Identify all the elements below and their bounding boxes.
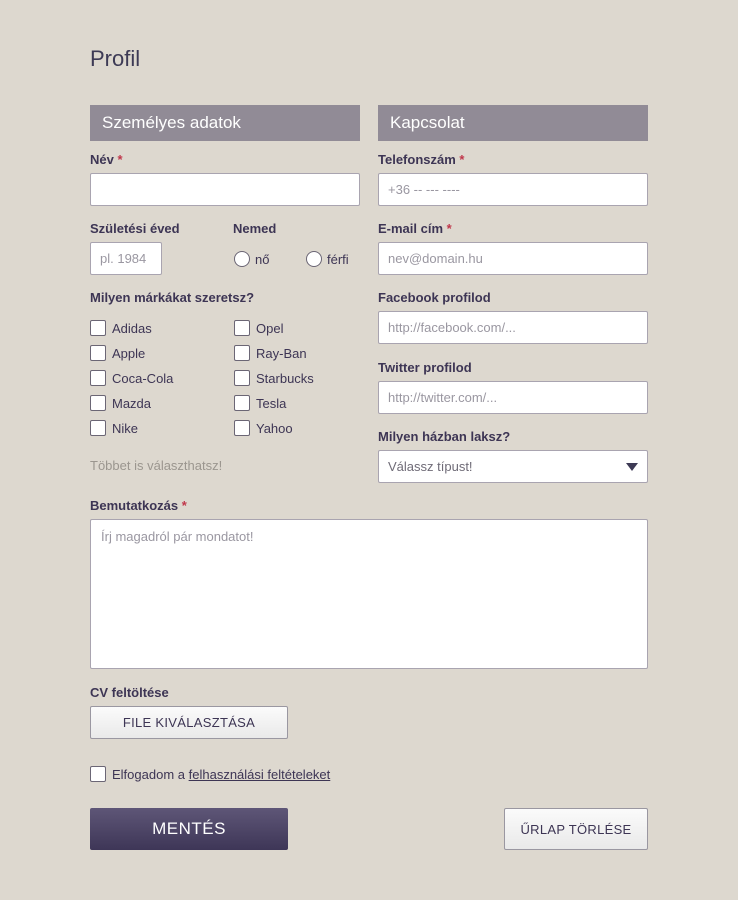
- checkbox[interactable]: [234, 395, 250, 411]
- reset-form-button[interactable]: ŰRLAP TÖRLÉSE: [504, 808, 648, 850]
- checkbox[interactable]: [90, 320, 106, 336]
- checkbox[interactable]: [90, 370, 106, 386]
- gender-option-female[interactable]: nő: [234, 251, 269, 267]
- house-type-select[interactable]: [378, 450, 648, 483]
- name-label: Név *: [90, 152, 123, 167]
- terms-checkbox-row[interactable]: Elfogadom a felhasználási feltételeket: [90, 766, 330, 782]
- facebook-input[interactable]: [378, 311, 648, 344]
- brand-mazda[interactable]: Mazda: [90, 395, 151, 411]
- brand-opel[interactable]: Opel: [234, 320, 283, 336]
- house-type-selected: Válassz típust!: [388, 459, 473, 474]
- checkbox[interactable]: [234, 345, 250, 361]
- brand-ray-ban[interactable]: Ray-Ban: [234, 345, 307, 361]
- brand-tesla[interactable]: Tesla: [234, 395, 286, 411]
- checkbox[interactable]: [234, 370, 250, 386]
- terms-link[interactable]: felhasználási feltételeket: [188, 766, 331, 782]
- checkbox[interactable]: [90, 345, 106, 361]
- checkbox[interactable]: [90, 395, 106, 411]
- brand-starbucks[interactable]: Starbucks: [234, 370, 314, 386]
- birth-year-label: Születési éved: [90, 221, 180, 236]
- checkbox[interactable]: [234, 420, 250, 436]
- checkbox[interactable]: [234, 320, 250, 336]
- brand-nike[interactable]: Nike: [90, 420, 138, 436]
- email-input[interactable]: [378, 242, 648, 275]
- intro-textarea[interactable]: [90, 519, 648, 669]
- section-contact-header: Kapcsolat: [378, 105, 648, 141]
- phone-input[interactable]: [378, 173, 648, 206]
- chevron-down-icon: [626, 463, 638, 471]
- terms-checkbox[interactable]: [90, 766, 106, 782]
- house-label: Milyen házban laksz?: [378, 429, 511, 444]
- brand-yahoo[interactable]: Yahoo: [234, 420, 293, 436]
- file-select-button[interactable]: FILE KIVÁLASZTÁSA: [90, 706, 288, 739]
- gender-option-male[interactable]: férfi: [306, 251, 349, 267]
- intro-label: Bemutatkozás *: [90, 498, 187, 513]
- gender-label: Nemed: [233, 221, 277, 236]
- page-title: Profil: [90, 46, 141, 71]
- cv-label: CV feltöltése: [90, 685, 169, 700]
- section-personal-header: Személyes adatok: [90, 105, 360, 141]
- brand-apple[interactable]: Apple: [90, 345, 145, 361]
- name-input[interactable]: [90, 173, 360, 206]
- twitter-input[interactable]: [378, 381, 648, 414]
- facebook-label: Facebook profilod: [378, 290, 491, 305]
- phone-label: Telefonszám *: [378, 152, 465, 167]
- radio-female[interactable]: [234, 251, 250, 267]
- radio-male[interactable]: [306, 251, 322, 267]
- brands-hint: Többet is választhatsz!: [90, 458, 223, 473]
- brands-label: Milyen márkákat szeretsz?: [90, 290, 255, 305]
- checkbox[interactable]: [90, 420, 106, 436]
- brand-coca-cola[interactable]: Coca-Cola: [90, 370, 173, 386]
- brand-adidas[interactable]: Adidas: [90, 320, 152, 336]
- save-button[interactable]: MENTÉS: [90, 808, 288, 850]
- twitter-label: Twitter profilod: [378, 360, 472, 375]
- email-label: E-mail cím *: [378, 221, 452, 236]
- birth-year-input[interactable]: [90, 242, 162, 275]
